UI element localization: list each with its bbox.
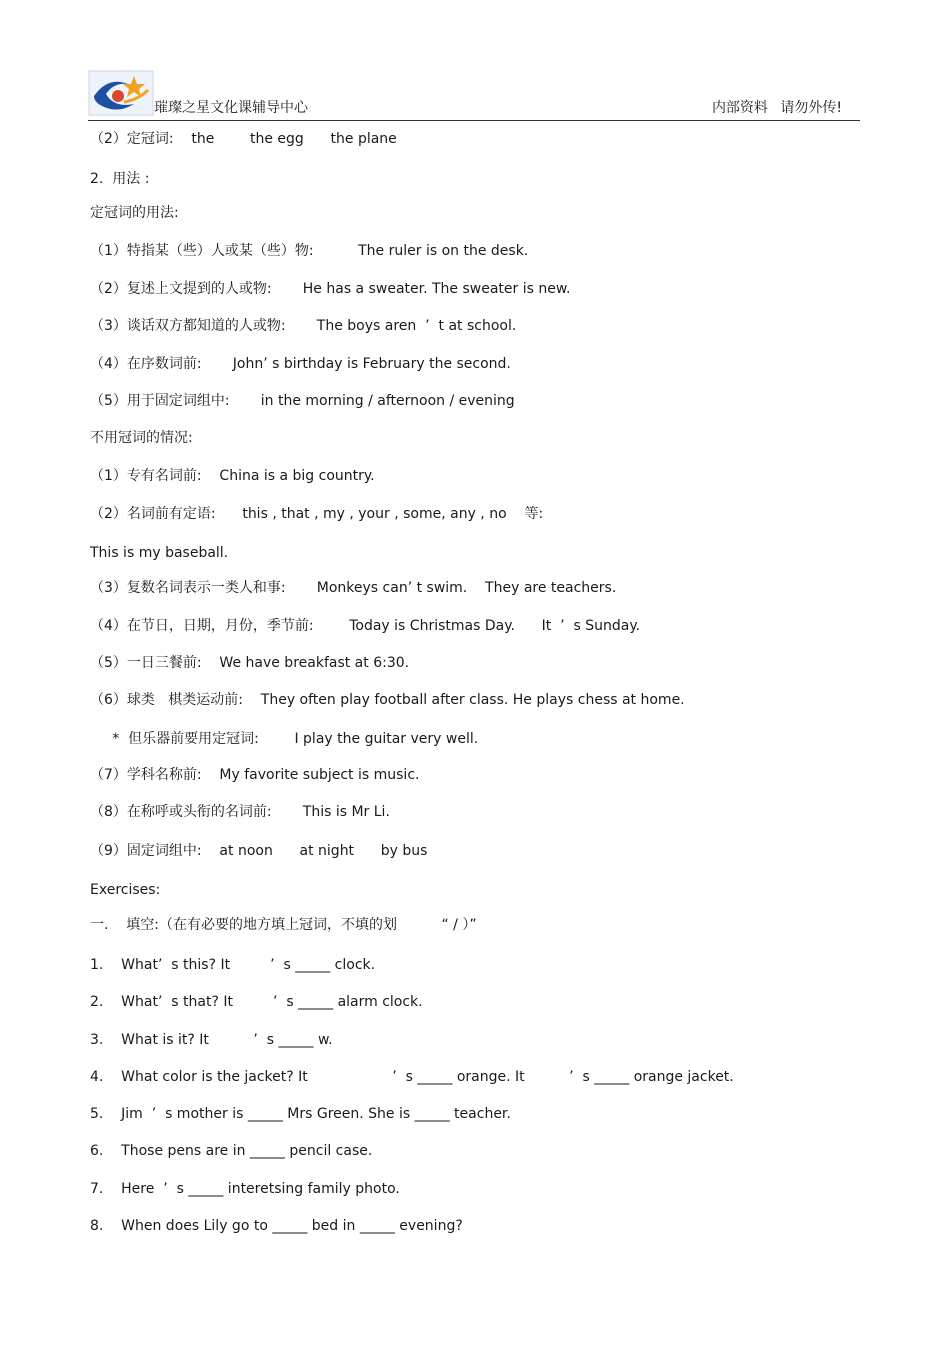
text-line: （6）球类 棋类运动前: They often play football after class. He plays chess at home. (90, 692, 685, 708)
text-line: （5）一日三餐前: We have breakfast at 6:30. (90, 655, 410, 671)
text-line: （8）在称呼或头衔的名词前: This is Mr Li. (90, 804, 390, 820)
text-line: 一. 填空:（在有必要的地方填上冠词，不填的划 “ / ）” (90, 917, 477, 933)
text-line: （3）复数名词表示一类人和事: Monkeys can’ t swim. They are teachers. (90, 580, 617, 596)
text-line: 7. Here ’ s _____ interetsing family photo. (90, 1181, 400, 1197)
text-line: 8. When does Lily go to _____ bed in _____ evening? (90, 1218, 463, 1234)
text-line: （2）复述上文提到的人或物: He has a sweater. The sweater is new. (90, 281, 571, 297)
text-line: 定冠词的用法: (90, 205, 179, 221)
text-line: （2）名词前有定语: this , that , my , your , some, any , no 等: (90, 506, 544, 522)
text-line: 不用冠词的情况: (90, 430, 193, 446)
organization-name: 璀璨之星文化课辅导中心 (154, 100, 308, 116)
text-line: 1. What’ s this? It ’ s _____ clock. (90, 957, 376, 973)
text-line: 5. Jim ’ s mother is _____ Mrs Green. She is _____ teacher. (90, 1106, 511, 1122)
text-line: * 但乐器前要用定冠词: I play the guitar very well. (90, 731, 479, 747)
text-line: 3. What is it? It ’ s _____ w. (90, 1032, 333, 1048)
page-header (88, 70, 860, 121)
text-line: （5）用于固定词组中: in the morning / afternoon / evening (90, 393, 515, 409)
text-line: （1）专有名词前: China is a big country. (90, 468, 375, 484)
text-line: 2. What’ s that? It ’ s _____ alarm clock. (90, 994, 423, 1010)
text-line: （3）谈话双方都知道的人或物: The boys aren ’ t at school. (90, 318, 517, 334)
text-line: 6. Those pens are in _____ pencil case. (90, 1143, 373, 1159)
text-line: （4）在节日，日期，月份，季节前: Today is Christmas Day. It ’ s Sunday. (90, 618, 641, 634)
text-line: 4. What color is the jacket? It ’ s _____ orange. It ’ s _____ orange jacket. (90, 1069, 734, 1085)
text-line: （9）固定词组中: at noon at night by bus (90, 843, 428, 859)
text-line: This is my baseball. (90, 545, 229, 561)
internal-notice: 内部资料 请勿外传! (711, 100, 842, 116)
text-line: （7）学科名称前: My favorite subject is music. (90, 767, 420, 783)
text-line: 2. 用法 : (90, 171, 150, 187)
text-line: Exercises: (90, 882, 161, 898)
logo-star-icon (88, 70, 154, 116)
text-line: （1）特指某（些）人或某（些）物: The ruler is on the desk. (90, 243, 529, 259)
text-line: （2）定冠词: the the egg the plane (90, 131, 397, 147)
text-line: （4）在序数词前: John’ s birthday is February the second. (90, 356, 511, 372)
